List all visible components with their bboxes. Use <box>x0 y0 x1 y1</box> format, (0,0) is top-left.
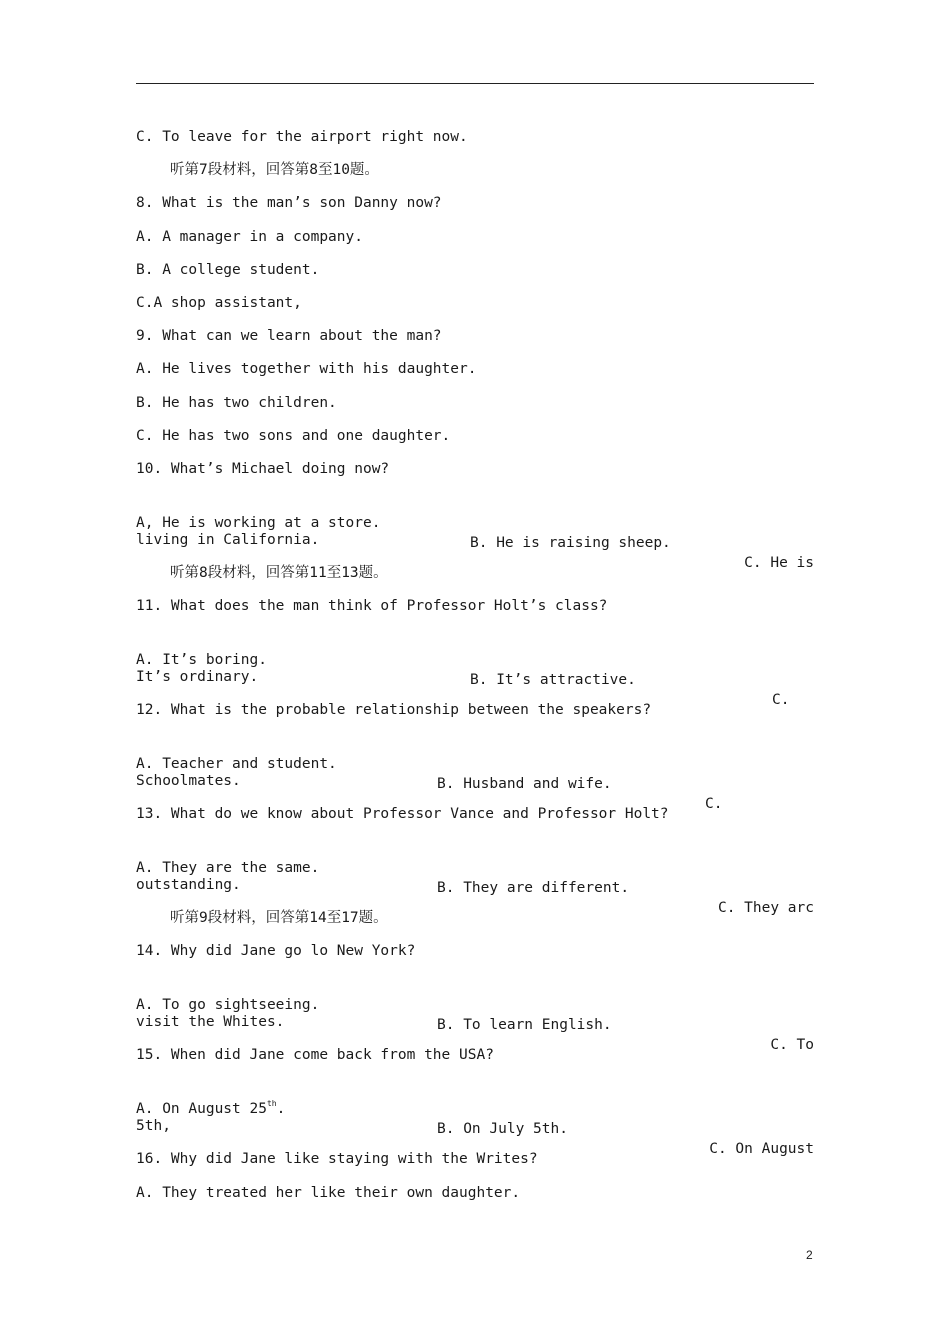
option-12a: A. Teacher and student. <box>136 756 337 772</box>
option-12b: B. Husband and wife. <box>437 776 612 792</box>
question-14: 14. Why did Jane go lo New York? <box>136 943 416 959</box>
option-15a-period: . <box>276 1101 286 1117</box>
option-7c: C. To leave for the airport right now. <box>136 129 468 145</box>
section-heading-7: 听第7段材料，回答第8至10题。 <box>170 162 379 178</box>
option-8a: A. A manager in a company. <box>136 229 363 245</box>
option-11a: A. It’s boring. <box>136 652 267 668</box>
page-number: 2 <box>806 1248 813 1262</box>
question-16: 16. Why did Jane like staying with the Writes? <box>136 1151 538 1167</box>
option-13c: C. They arc <box>717 900 814 916</box>
option-14c-cont: visit the Whites. <box>136 1014 285 1030</box>
option-10c-cont: living in California. <box>136 532 320 548</box>
option-15c: C. On August <box>709 1141 814 1157</box>
question-10: 10. What’s Michael doing now? <box>136 461 390 477</box>
option-10c: C. He is <box>744 555 814 571</box>
header-rule <box>136 83 814 84</box>
section-heading-8: 听第8段材料，回答第11至13题。 <box>170 565 388 581</box>
option-10a: A, He is working at a store. <box>136 515 381 531</box>
option-8b: B. A college student. <box>136 262 320 278</box>
option-15b: B. On July 5th. <box>437 1121 568 1137</box>
option-9c: C. He has two sons and one daughter. <box>136 428 451 444</box>
option-13b: B. They are different. <box>437 880 630 896</box>
question-15: 15. When did Jane come back from the USA? <box>136 1047 494 1063</box>
question-13: 13. What do we know about Professor Vance and Professor Holt? <box>136 806 669 822</box>
ordinal-superscript: th <box>266 1099 277 1108</box>
option-12c-cont: Schoolmates. <box>136 773 241 789</box>
option-14a: A. To go sightseeing. <box>136 997 320 1013</box>
option-10b: B. He is raising sheep. <box>470 535 671 551</box>
option-15a-text: A. On August 25 <box>136 1101 267 1117</box>
option-14b: B. To learn English. <box>437 1017 612 1033</box>
option-13c-cont: outstanding. <box>136 877 241 893</box>
option-9a: A. He lives together with his daughter. <box>136 361 477 377</box>
option-11b: B. It’s attractive. <box>470 672 636 688</box>
section-heading-9: 听第9段材料，回答第14至17题。 <box>170 910 388 926</box>
question-12: 12. What is the probable relationship between the speakers? <box>136 702 652 718</box>
question-9: 9. What can we learn about the man? <box>136 328 442 344</box>
option-9b: B. He has two children. <box>136 395 337 411</box>
option-8c: C.A shop assistant, <box>136 295 302 311</box>
question-11: 11. What does the man think of Professor Holt’s class? <box>136 598 608 614</box>
option-12c: C. <box>705 796 723 812</box>
option-11c: C. <box>772 692 790 708</box>
option-11c-cont: It’s ordinary. <box>136 669 259 685</box>
option-15c-cont: 5th, <box>136 1118 171 1134</box>
option-14c: C. To <box>770 1037 814 1053</box>
option-16a: A. They treated her like their own daughter. <box>136 1185 521 1201</box>
question-8: 8. What is the man’s son Danny now? <box>136 195 442 211</box>
option-13a: A. They are the same. <box>136 860 320 876</box>
